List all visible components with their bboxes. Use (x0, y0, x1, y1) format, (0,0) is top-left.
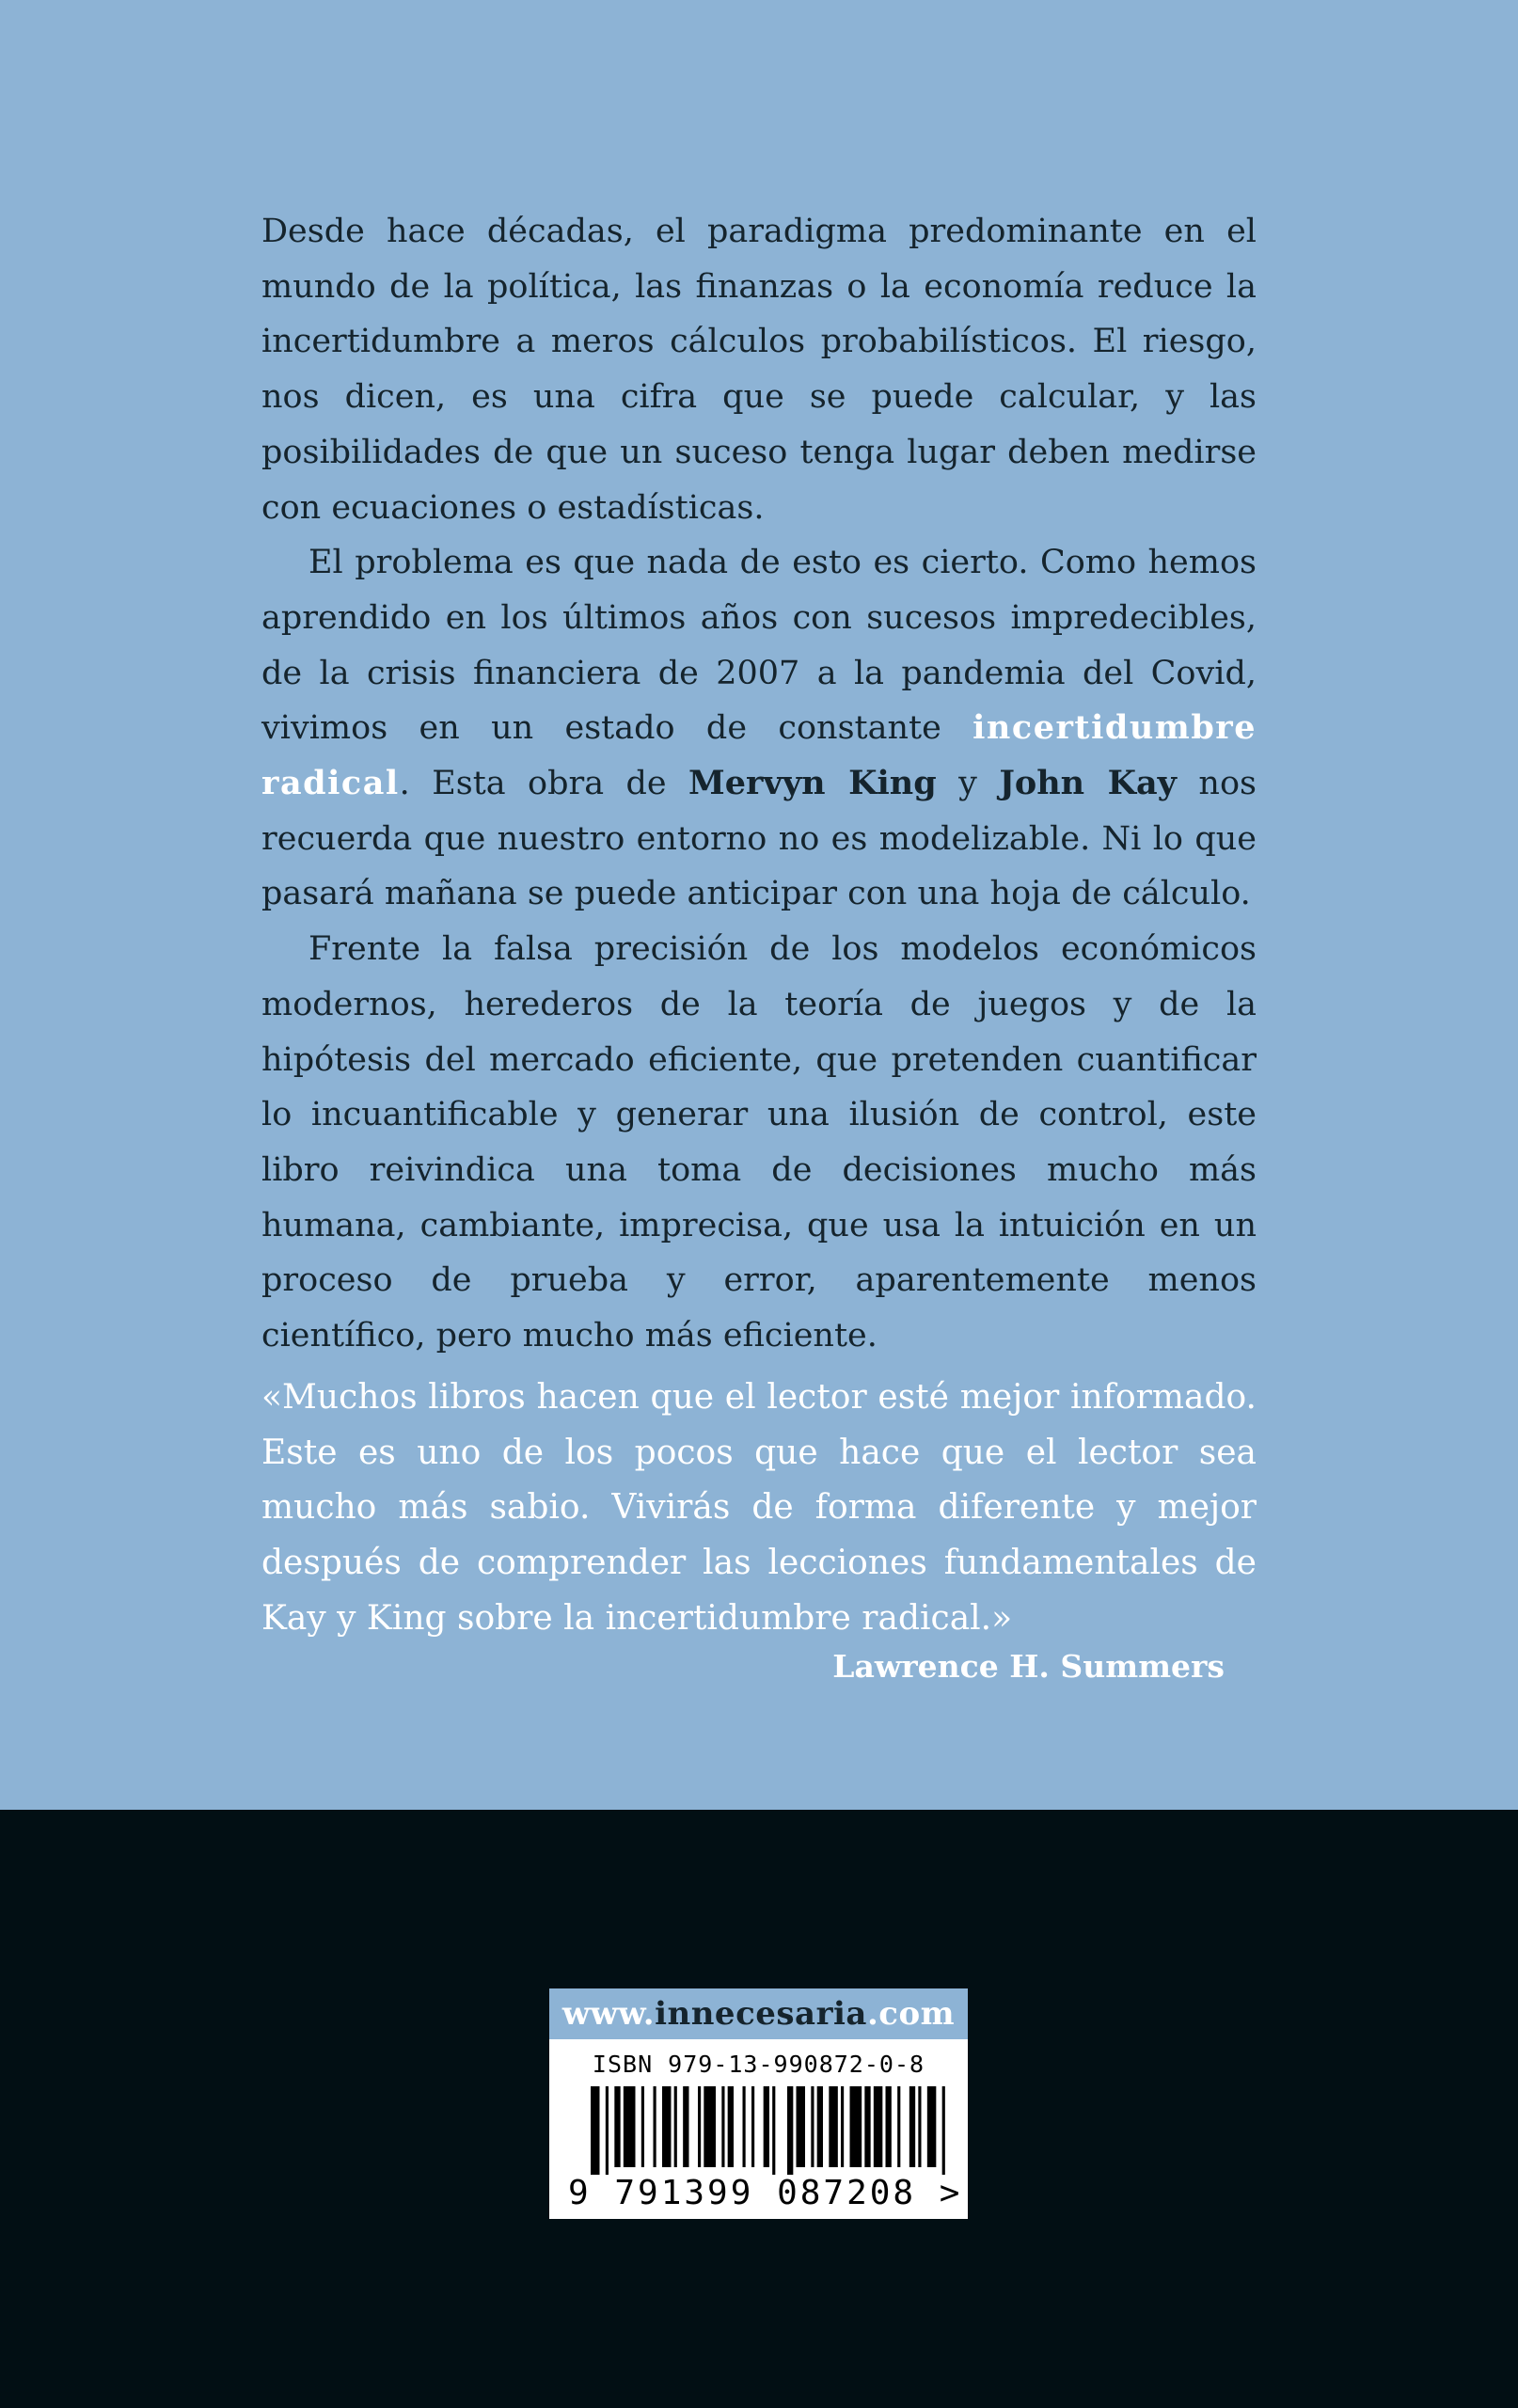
barcode-bar (942, 2086, 945, 2175)
barcode-bar (864, 2086, 870, 2167)
barcode-bar (641, 2086, 644, 2167)
author-mervyn-king: Mervyn King (688, 764, 937, 803)
barcode-bar (721, 2086, 724, 2167)
blurb-p2-part-b: . Esta obra de (399, 765, 689, 803)
isbn-number: ISBN 979-13-990872-0-8 (592, 2051, 925, 2078)
endorsement-quote: «Muchos libros hacen que el lector esté mejor informado. Este es uno de los pocos que hace que el lector sea mucho más sabio. Vivirás de forma diferente y mejor después de comprender las lecciones fundamentales de Kay y King sobre la incertidumbre radical.» (261, 1378, 1257, 1638)
barcode-bar (897, 2086, 900, 2167)
url-brand: innecesaria (655, 1995, 867, 2033)
barcode-bar (624, 2086, 636, 2167)
barcode-bar (662, 2086, 672, 2167)
blurb-p2-part-c: y (936, 765, 1000, 803)
barcode-bar (850, 2086, 862, 2167)
blurb-text (261, 204, 1257, 1364)
barcode-bar (886, 2086, 892, 2167)
barcode-bar (698, 2086, 701, 2167)
url-prefix: www. (561, 1995, 656, 2033)
barcode-bar (817, 2086, 823, 2167)
barcode-bar (606, 2086, 609, 2175)
barcode-bar (829, 2086, 838, 2167)
barcode-bar (591, 2086, 600, 2175)
quote-attribution: Lawrence H. Summers (832, 1648, 1225, 1685)
highlight-incertidumbre-radical: incertidumbre radical (261, 708, 1257, 803)
blurb-paragraph-3: Frente la falsa precisión de los modelos económicos modernos, herederos de la teoría de juegos y de la hipótesis del mercado eficiente, que pretenden cuantificar lo incuantificable y generar una ilusión de control, este libro reivindica una toma de decisiones mucho más humana, cambiante, imprecisa, que usa la intuición en un proceso de prueba y error, aparentemente menos científico, pero mucho más eficiente. (261, 930, 1257, 1355)
barcode-bar (927, 2086, 937, 2167)
barcode-bar (654, 2086, 656, 2167)
barcode-bar (751, 2086, 754, 2167)
barcode-bar (874, 2086, 883, 2167)
publisher-url (549, 1988, 968, 2039)
barcode-bar (764, 2086, 769, 2167)
blurb-p2-part-a: El problema es que nada de esto es cierto. Como hemos aprendido en los últimos años con sucesos impredecibles, de la crisis financiera de 2007 a la pandemia del Covid, vivimos en un estado de constante (261, 544, 1257, 748)
barcode-bar (674, 2086, 677, 2167)
barcode-bar (811, 2086, 814, 2167)
url-suffix: .com (866, 1995, 956, 2033)
barcode-bar (704, 2086, 716, 2167)
barcode-label (549, 1988, 968, 2219)
barcode-bar (918, 2086, 921, 2167)
barcode-bar (743, 2086, 746, 2167)
barcode-bar (841, 2086, 844, 2167)
barcode-bar (614, 2086, 620, 2167)
author-john-kay: John Kay (999, 764, 1178, 803)
blurb-p2-part-d: nos recuerda que nuestro entorno no es modelizable. Ni lo que pasará mañana se puede anticipar con una hoja de cálculo. (261, 765, 1257, 913)
barcode-bars-icon (591, 2086, 948, 2175)
barcode-bar (772, 2086, 775, 2175)
barcode-bar (797, 2086, 806, 2167)
barcode-bar (787, 2086, 793, 2175)
barcode-bar (683, 2086, 688, 2167)
barcode-bar (909, 2086, 915, 2167)
blurb-paragraph-2 (261, 535, 1257, 922)
barcode-bar (728, 2086, 734, 2167)
blurb-paragraph-1: Desde hace décadas, el paradigma predominante en el mundo de la política, las finanzas o la economía reduce la incertidumbre a meros cálculos probabilísticos. El riesgo, nos dicen, es una cifra que se puede calcular, y las posibilidades de que un suceso tenga lugar deben medirse con ecuaciones o estadísticas. (261, 213, 1257, 527)
barcode-digits: 9 791399 087208 > (568, 2174, 963, 2212)
